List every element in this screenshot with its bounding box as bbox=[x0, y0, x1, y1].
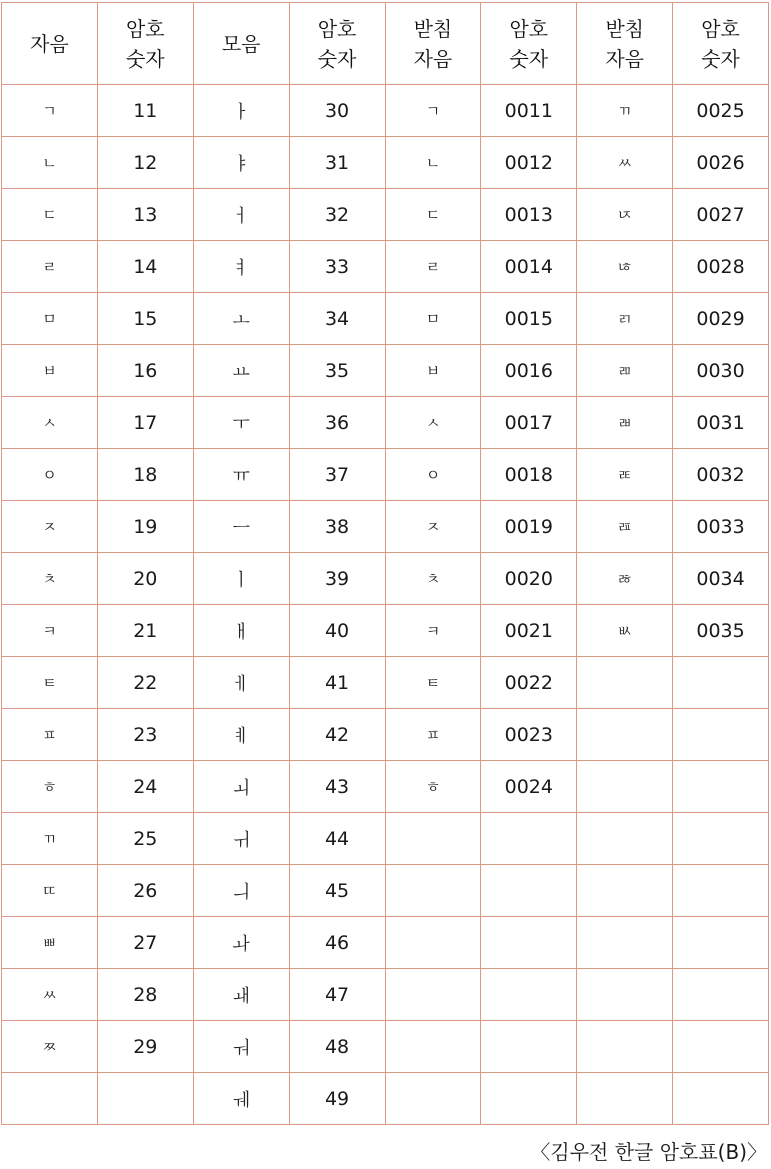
final-consonant-cell bbox=[577, 657, 673, 709]
final-consonant-cell: ㄲ bbox=[577, 85, 673, 137]
final-code-cell: 0025 bbox=[673, 85, 769, 137]
final-consonant-cell: ㄻ bbox=[577, 345, 673, 397]
consonant-code-cell: 15 bbox=[97, 293, 193, 345]
consonant-cell: ㅆ bbox=[2, 969, 98, 1021]
final-code-cell: 0030 bbox=[673, 345, 769, 397]
vowel-cell: ㅙ bbox=[193, 969, 289, 1021]
final-code-cell: 0015 bbox=[481, 293, 577, 345]
consonant-code-cell: 24 bbox=[97, 761, 193, 813]
consonant-code-cell: 26 bbox=[97, 865, 193, 917]
consonant-code-cell: 17 bbox=[97, 397, 193, 449]
final-consonant-cell: ㅈ bbox=[385, 501, 481, 553]
vowel-code-cell: 47 bbox=[289, 969, 385, 1021]
final-consonant-cell: ㅎ bbox=[385, 761, 481, 813]
consonant-cell: ㄹ bbox=[2, 241, 98, 293]
final-consonant-cell: ㄺ bbox=[577, 293, 673, 345]
final-consonant-cell bbox=[385, 1021, 481, 1073]
vowel-cell: ㅝ bbox=[193, 1021, 289, 1073]
vowel-code-cell: 46 bbox=[289, 917, 385, 969]
final-code-cell: 0035 bbox=[673, 605, 769, 657]
final-consonant-cell: ㅌ bbox=[385, 657, 481, 709]
header-final-consonant-a: 받침 자음 bbox=[385, 3, 481, 85]
consonant-code-cell: 12 bbox=[97, 137, 193, 189]
consonant-cell: ㅁ bbox=[2, 293, 98, 345]
header-row bbox=[2, 3, 769, 85]
cipher-table bbox=[1, 2, 769, 1125]
table-row bbox=[2, 969, 769, 1021]
final-consonant-cell: ㅍ bbox=[385, 709, 481, 761]
final-consonant-cell bbox=[577, 1073, 673, 1125]
vowel-code-cell: 39 bbox=[289, 553, 385, 605]
table-row bbox=[2, 449, 769, 501]
final-code-cell bbox=[673, 709, 769, 761]
final-code-cell: 0019 bbox=[481, 501, 577, 553]
final-consonant-cell: ㅆ bbox=[577, 137, 673, 189]
consonant-code-cell: 25 bbox=[97, 813, 193, 865]
vowel-code-cell: 38 bbox=[289, 501, 385, 553]
final-code-cell: 0013 bbox=[481, 189, 577, 241]
table-body bbox=[2, 85, 769, 1125]
final-consonant-cell bbox=[385, 917, 481, 969]
final-code-cell: 0014 bbox=[481, 241, 577, 293]
header-final-code-b: 암호 숫자 bbox=[673, 3, 769, 85]
consonant-code-cell: 28 bbox=[97, 969, 193, 1021]
table-row bbox=[2, 813, 769, 865]
vowel-code-cell: 49 bbox=[289, 1073, 385, 1125]
vowel-code-cell: 40 bbox=[289, 605, 385, 657]
header-consonant: 자음 bbox=[2, 3, 98, 85]
vowel-code-cell: 45 bbox=[289, 865, 385, 917]
consonant-cell: ㅋ bbox=[2, 605, 98, 657]
consonant-cell bbox=[2, 1073, 98, 1125]
final-code-cell bbox=[673, 917, 769, 969]
consonant-cell: ㄱ bbox=[2, 85, 98, 137]
consonant-cell: ㅈ bbox=[2, 501, 98, 553]
final-consonant-cell bbox=[577, 865, 673, 917]
consonant-cell: ㅃ bbox=[2, 917, 98, 969]
final-code-cell bbox=[673, 813, 769, 865]
final-code-cell: 0023 bbox=[481, 709, 577, 761]
vowel-cell: ㅚ bbox=[193, 761, 289, 813]
consonant-cell: ㅉ bbox=[2, 1021, 98, 1073]
final-consonant-cell: ㅅ bbox=[385, 397, 481, 449]
final-code-cell: 0024 bbox=[481, 761, 577, 813]
vowel-code-cell: 42 bbox=[289, 709, 385, 761]
final-code-cell: 0017 bbox=[481, 397, 577, 449]
vowel-cell: ㅑ bbox=[193, 137, 289, 189]
final-consonant-cell bbox=[577, 969, 673, 1021]
consonant-cell: ㄲ bbox=[2, 813, 98, 865]
table-row bbox=[2, 605, 769, 657]
vowel-code-cell: 33 bbox=[289, 241, 385, 293]
final-code-cell: 0021 bbox=[481, 605, 577, 657]
consonant-cell: ㅌ bbox=[2, 657, 98, 709]
final-code-cell bbox=[481, 917, 577, 969]
table-row bbox=[2, 657, 769, 709]
vowel-code-cell: 41 bbox=[289, 657, 385, 709]
final-code-cell: 0016 bbox=[481, 345, 577, 397]
final-code-cell bbox=[673, 1021, 769, 1073]
final-consonant-cell bbox=[577, 813, 673, 865]
final-consonant-cell bbox=[385, 813, 481, 865]
vowel-code-cell: 35 bbox=[289, 345, 385, 397]
header-final-consonant-b: 받침 자음 bbox=[577, 3, 673, 85]
final-code-cell bbox=[673, 1073, 769, 1125]
table-row bbox=[2, 501, 769, 553]
final-code-cell bbox=[481, 969, 577, 1021]
table-row bbox=[2, 345, 769, 397]
final-consonant-cell bbox=[385, 1073, 481, 1125]
header-final-code-a: 암호 숫자 bbox=[481, 3, 577, 85]
final-consonant-cell: ㅁ bbox=[385, 293, 481, 345]
vowel-code-cell: 32 bbox=[289, 189, 385, 241]
final-consonant-cell: ㄴ bbox=[385, 137, 481, 189]
consonant-code-cell: 11 bbox=[97, 85, 193, 137]
consonant-code-cell: 14 bbox=[97, 241, 193, 293]
table-row bbox=[2, 241, 769, 293]
table-row bbox=[2, 709, 769, 761]
header-consonant-code: 암호 숫자 bbox=[97, 3, 193, 85]
vowel-cell: ㅟ bbox=[193, 813, 289, 865]
vowel-cell: ㅢ bbox=[193, 865, 289, 917]
consonant-cell: ㄷ bbox=[2, 189, 98, 241]
table-row bbox=[2, 189, 769, 241]
final-code-cell: 0026 bbox=[673, 137, 769, 189]
final-code-cell: 0012 bbox=[481, 137, 577, 189]
consonant-code-cell: 29 bbox=[97, 1021, 193, 1073]
vowel-cell: ㅖ bbox=[193, 709, 289, 761]
table-row bbox=[2, 917, 769, 969]
consonant-code-cell: 21 bbox=[97, 605, 193, 657]
table-row bbox=[2, 553, 769, 605]
table-row bbox=[2, 293, 769, 345]
table-row bbox=[2, 1021, 769, 1073]
vowel-code-cell: 34 bbox=[289, 293, 385, 345]
final-consonant-cell: ㅂ bbox=[385, 345, 481, 397]
consonant-code-cell: 20 bbox=[97, 553, 193, 605]
final-consonant-cell: ㅇ bbox=[385, 449, 481, 501]
vowel-cell: ㅗ bbox=[193, 293, 289, 345]
final-code-cell: 0034 bbox=[673, 553, 769, 605]
final-code-cell: 0027 bbox=[673, 189, 769, 241]
vowel-code-cell: 36 bbox=[289, 397, 385, 449]
vowel-cell: ㅘ bbox=[193, 917, 289, 969]
final-consonant-cell: ㄶ bbox=[577, 241, 673, 293]
final-consonant-cell: ㄷ bbox=[385, 189, 481, 241]
final-code-cell bbox=[673, 865, 769, 917]
vowel-code-cell: 30 bbox=[289, 85, 385, 137]
final-consonant-cell bbox=[577, 917, 673, 969]
final-consonant-cell bbox=[385, 969, 481, 1021]
consonant-cell: ㄴ bbox=[2, 137, 98, 189]
consonant-code-cell: 16 bbox=[97, 345, 193, 397]
final-code-cell: 0020 bbox=[481, 553, 577, 605]
vowel-code-cell: 31 bbox=[289, 137, 385, 189]
consonant-cell: ㅇ bbox=[2, 449, 98, 501]
final-code-cell: 0033 bbox=[673, 501, 769, 553]
final-consonant-cell: ㄾ bbox=[577, 449, 673, 501]
final-code-cell: 0029 bbox=[673, 293, 769, 345]
consonant-code-cell: 13 bbox=[97, 189, 193, 241]
vowel-cell: ㅞ bbox=[193, 1073, 289, 1125]
consonant-code-cell: 18 bbox=[97, 449, 193, 501]
final-consonant-cell bbox=[385, 865, 481, 917]
vowel-cell: ㅏ bbox=[193, 85, 289, 137]
table-row bbox=[2, 397, 769, 449]
consonant-code-cell: 27 bbox=[97, 917, 193, 969]
final-consonant-cell bbox=[577, 1021, 673, 1073]
final-code-cell: 0022 bbox=[481, 657, 577, 709]
vowel-cell: ㅛ bbox=[193, 345, 289, 397]
consonant-code-cell: 23 bbox=[97, 709, 193, 761]
final-code-cell: 0028 bbox=[673, 241, 769, 293]
final-consonant-cell: ㅊ bbox=[385, 553, 481, 605]
final-consonant-cell: ㅋ bbox=[385, 605, 481, 657]
consonant-cell: ㅊ bbox=[2, 553, 98, 605]
vowel-cell: ㅔ bbox=[193, 657, 289, 709]
vowel-code-cell: 48 bbox=[289, 1021, 385, 1073]
final-code-cell: 0011 bbox=[481, 85, 577, 137]
table-row bbox=[2, 761, 769, 813]
final-consonant-cell: ㄵ bbox=[577, 189, 673, 241]
vowel-code-cell: 44 bbox=[289, 813, 385, 865]
consonant-cell: ㅍ bbox=[2, 709, 98, 761]
final-code-cell bbox=[481, 865, 577, 917]
header-vowel-code: 암호 숫자 bbox=[289, 3, 385, 85]
vowel-cell: ㅣ bbox=[193, 553, 289, 605]
vowel-cell: ㅡ bbox=[193, 501, 289, 553]
consonant-code-cell: 22 bbox=[97, 657, 193, 709]
final-consonant-cell: ㅀ bbox=[577, 553, 673, 605]
final-code-cell bbox=[673, 657, 769, 709]
table-row bbox=[2, 85, 769, 137]
table-row bbox=[2, 865, 769, 917]
consonant-cell: ㅂ bbox=[2, 345, 98, 397]
consonant-cell: ㄸ bbox=[2, 865, 98, 917]
final-code-cell bbox=[673, 969, 769, 1021]
final-code-cell bbox=[481, 1021, 577, 1073]
header-vowel: 모음 bbox=[193, 3, 289, 85]
final-code-cell bbox=[481, 1073, 577, 1125]
table-row bbox=[2, 1073, 769, 1125]
final-code-cell bbox=[481, 813, 577, 865]
vowel-cell: ㅓ bbox=[193, 189, 289, 241]
vowel-code-cell: 37 bbox=[289, 449, 385, 501]
final-code-cell: 0031 bbox=[673, 397, 769, 449]
final-code-cell: 0032 bbox=[673, 449, 769, 501]
final-consonant-cell: ㄹ bbox=[385, 241, 481, 293]
consonant-code-cell bbox=[97, 1073, 193, 1125]
final-code-cell: 0018 bbox=[481, 449, 577, 501]
final-consonant-cell bbox=[577, 761, 673, 813]
consonant-code-cell: 19 bbox=[97, 501, 193, 553]
table-caption: 〈김우전 한글 암호표(B)〉 bbox=[530, 1140, 767, 1164]
final-consonant-cell: ㄼ bbox=[577, 397, 673, 449]
consonant-cell: ㅎ bbox=[2, 761, 98, 813]
final-consonant-cell bbox=[577, 709, 673, 761]
final-consonant-cell: ㅄ bbox=[577, 605, 673, 657]
final-consonant-cell: ㄿ bbox=[577, 501, 673, 553]
consonant-cell: ㅅ bbox=[2, 397, 98, 449]
table-row bbox=[2, 137, 769, 189]
table-header bbox=[2, 3, 769, 85]
vowel-cell: ㅕ bbox=[193, 241, 289, 293]
final-code-cell bbox=[673, 761, 769, 813]
final-consonant-cell: ㄱ bbox=[385, 85, 481, 137]
vowel-code-cell: 43 bbox=[289, 761, 385, 813]
vowel-cell: ㅐ bbox=[193, 605, 289, 657]
vowel-cell: ㅜ bbox=[193, 397, 289, 449]
vowel-cell: ㅠ bbox=[193, 449, 289, 501]
